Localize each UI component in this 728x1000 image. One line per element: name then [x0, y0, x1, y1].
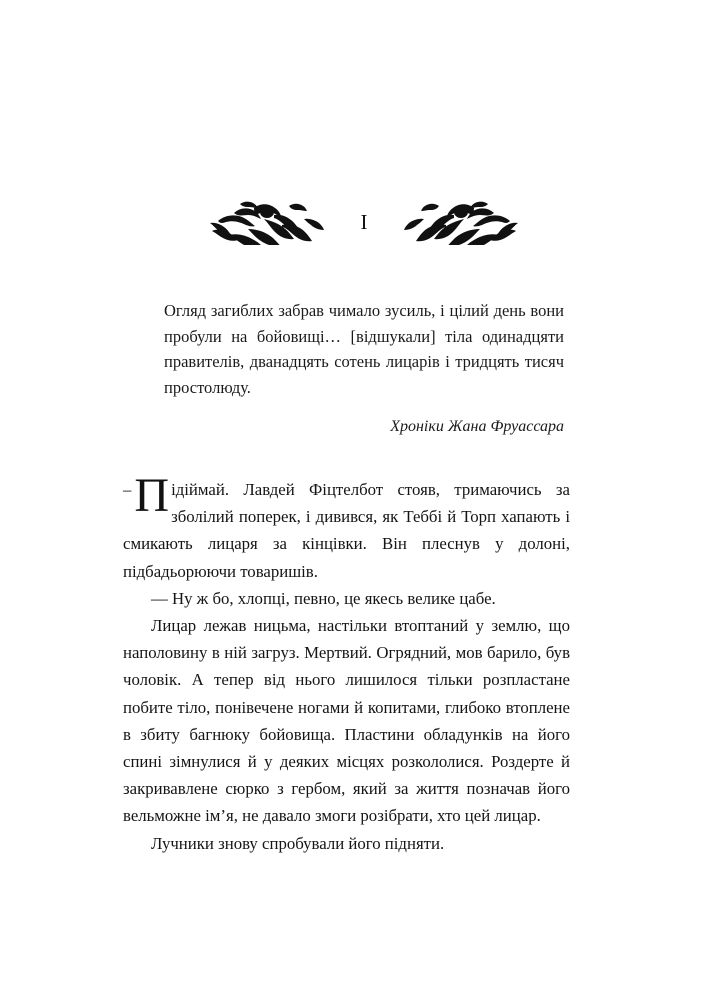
dialogue-dash: –: [123, 480, 132, 499]
epigraph-text: Огляд загиблих забрав чимало зусиль, і цілий день вони пробули на бойовищі… [відшукали] тіла одинадцяти правителів, дванадцять сотень лицарів і тридцять тисяч простолюду.: [164, 301, 564, 397]
paragraph-text: ідіймай. Лавдей Фіцтелбот стояв, тримаючись за зболілий поперек, і дивився, як Теббі й Торп хапають і смикають лицаря за кінцівки. Він плеснув у долоні, підбадьорюючи товаришів.: [123, 480, 570, 581]
epigraph: [164, 298, 564, 438]
drop-cap: П: [134, 469, 170, 522]
chapter-number: I: [360, 209, 368, 234]
body-text: [123, 469, 570, 857]
paragraph: Лицар лежав ницьма, настільки втоптаний у землю, що наполовину в ній загруз. Мертвий. Огрядний, мов барило, був чоловік. А тепер від нього лишилося тільки розпластане побите тіло, понівечене ногами й копитами, глибоко втоплене в збиту багнюку бойовища. Пластини обладунків на його спині зімнулися й у деяких місцях розкололися. Роздерте й закривавлене сюрко з гербом, який за життя позначав його вельможне ім’я, не давало змоги розібрати, хто цей лицар.: [123, 616, 570, 826]
heraldic-dragon-ornament-right-icon: [404, 199, 524, 245]
paragraph-first: [123, 469, 570, 585]
paragraph: Лучники знову спробували його підняти.: [151, 833, 445, 853]
epigraph-source: Хроніки Жана Фруассара: [390, 418, 564, 435]
heraldic-dragon-ornament-left-icon: [204, 199, 324, 245]
chapter-ornament: [0, 188, 728, 256]
paragraph: — Ну ж бо, хлопці, певно, це якесь велике цабе.: [151, 588, 496, 608]
